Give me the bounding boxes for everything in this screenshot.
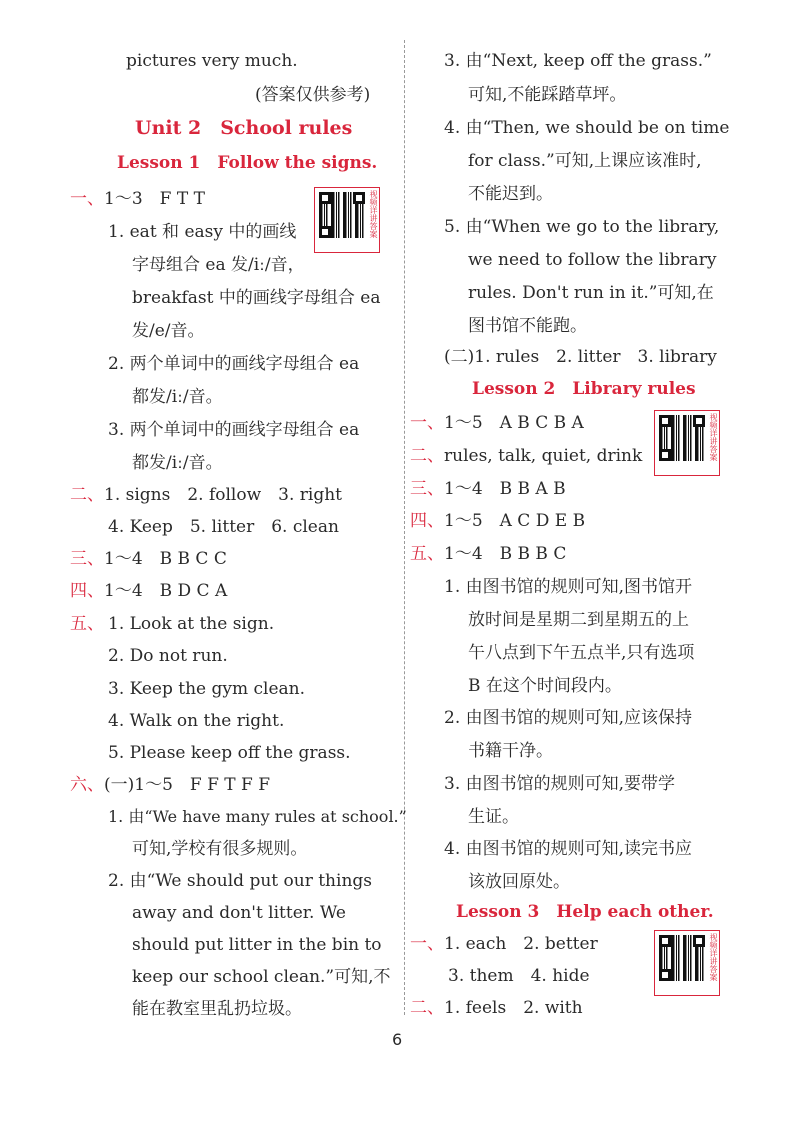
answer-line: keep our school clean.”可知,不 — [132, 967, 391, 987]
text-line: pictures very much. — [126, 51, 298, 71]
reference-note: (答案仅供参考) — [255, 85, 371, 105]
answer-line: 生证。 — [468, 807, 519, 827]
answer-line: 1. 由“We have many rules at school.” — [108, 807, 407, 826]
answer-line: 3. 两个单词中的画线字母组合 ea — [108, 420, 360, 440]
answer-line: 2. 两个单词中的画线字母组合 ea — [108, 354, 360, 374]
answer-line: 1. eat 和 easy 中的画线 — [108, 222, 297, 242]
qr-label: 视频详讲答案 — [369, 190, 378, 238]
lesson-title: Lesson 2 Library rules — [472, 379, 696, 399]
section-mark: 一、 — [410, 934, 444, 954]
answer-line: 可知,学校有很多规则。 — [132, 839, 308, 859]
answer-line: should put litter in the bin to — [132, 935, 382, 955]
answer-line: 午八点到下午五点半,只有选项 — [468, 643, 695, 663]
section-mark: 一、 — [410, 413, 444, 433]
lesson-title: Lesson 1 Follow the signs. — [117, 153, 378, 173]
section-mark: 二、 — [410, 446, 444, 466]
answer-line: 3. 由“Next, keep off the grass.” — [444, 51, 712, 71]
answer-line: 1. signs 2. follow 3. right — [104, 485, 342, 505]
answer-line: 图书馆不能跑。 — [468, 316, 587, 336]
answer-line: 3. Keep the gym clean. — [108, 679, 306, 699]
answer-line: 5. 由“When we go to the library, — [444, 217, 720, 237]
answer-line: 都发/iː/音。 — [132, 453, 223, 473]
answer-line: (二)1. rules 2. litter 3. library — [444, 347, 717, 367]
answer-line: 1～4 B D C A — [104, 581, 228, 601]
section-mark: 六、 — [70, 775, 104, 795]
answer-line: (一)1～5 F F T F F — [104, 775, 271, 795]
section-mark: 三、 — [410, 479, 444, 499]
section-mark: 三、 — [70, 549, 104, 569]
answer-line: 放时间是星期二到星期五的上 — [468, 610, 689, 630]
section-mark: 一、 — [70, 189, 104, 209]
answer-line: 3. 由图书馆的规则可知,要带学 — [444, 774, 676, 794]
section-mark: 二、 — [70, 485, 104, 505]
answer-line: 1～4 B B C C — [104, 549, 227, 569]
section-mark: 四、 — [410, 511, 444, 531]
answer-line: 1～4 B B B C — [444, 544, 567, 564]
answer-line: 1. 由图书馆的规则可知,图书馆开 — [444, 577, 693, 597]
lesson-title: Lesson 3 Help each other. — [456, 902, 714, 922]
answer-line: 该放回原处。 — [468, 872, 570, 892]
answer-line: 2. 由“We should put our things — [108, 871, 372, 891]
answer-line: 1～4 B B A B — [444, 479, 566, 499]
answer-line: for class.”可知,上课应该准时, — [468, 151, 702, 171]
answer-line: 1. Look at the sign. — [108, 614, 275, 634]
unit-title: Unit 2 School rules — [135, 117, 353, 139]
qr-code-icon[interactable] — [654, 410, 720, 476]
section-mark: 五、 — [70, 614, 104, 634]
answer-line: 3. them 4. hide — [448, 966, 590, 986]
answer-line: breakfast 中的画线字母组合 ea — [132, 288, 381, 308]
answer-line: we need to follow the library — [468, 250, 717, 270]
section-mark: 二、 — [410, 998, 444, 1018]
answer-line: 书籍干净。 — [468, 741, 553, 761]
answer-line: 都发/iː/音。 — [132, 387, 223, 407]
answer-line: 4. 由“Then, we should be on time — [444, 118, 730, 138]
answer-line: 2. 由图书馆的规则可知,应该保持 — [444, 708, 693, 728]
page-number: 6 — [392, 1030, 403, 1049]
qr-code-icon[interactable] — [314, 187, 380, 253]
answer-line: B 在这个时间段内。 — [468, 676, 622, 696]
answer-line: 1～5 A B C B A — [444, 413, 584, 433]
column-divider — [404, 40, 405, 1015]
section-mark: 五、 — [410, 544, 444, 564]
section-mark: 四、 — [70, 581, 104, 601]
answer-line: 1～5 A C D E B — [444, 511, 586, 531]
answer-line: 字母组合 ea 发/iː/音， — [132, 255, 305, 275]
answer-line: away and don't litter. We — [132, 903, 346, 923]
answer-line: 1. each 2. better — [444, 934, 598, 954]
answer-line: 可知,不能踩踏草坪。 — [468, 85, 627, 105]
answer-line: 能在教室里乱扔垃圾。 — [132, 999, 302, 1019]
answer-line: 不能迟到。 — [468, 184, 553, 204]
answer-line: 1. feels 2. with — [444, 998, 583, 1018]
answer-line: 4. 由图书馆的规则可知,读完书应 — [444, 839, 693, 859]
answer-line: 5. Please keep off the grass. — [108, 743, 351, 763]
qr-label: 视频详讲答案 — [709, 933, 718, 981]
answer-line: 4. Keep 5. litter 6. clean — [108, 517, 339, 537]
answer-line: 1～3 F T T — [104, 189, 205, 209]
answer-line: 2. Do not run. — [108, 646, 228, 666]
answer-line: 发/e/音。 — [132, 321, 205, 341]
answer-line: rules. Don't run in it.”可知,在 — [468, 283, 714, 303]
qr-code-icon[interactable] — [654, 930, 720, 996]
qr-label: 视频详讲答案 — [709, 413, 718, 461]
answer-line: rules, talk, quiet, drink — [444, 446, 643, 466]
answer-line: 4. Walk on the right. — [108, 711, 285, 731]
